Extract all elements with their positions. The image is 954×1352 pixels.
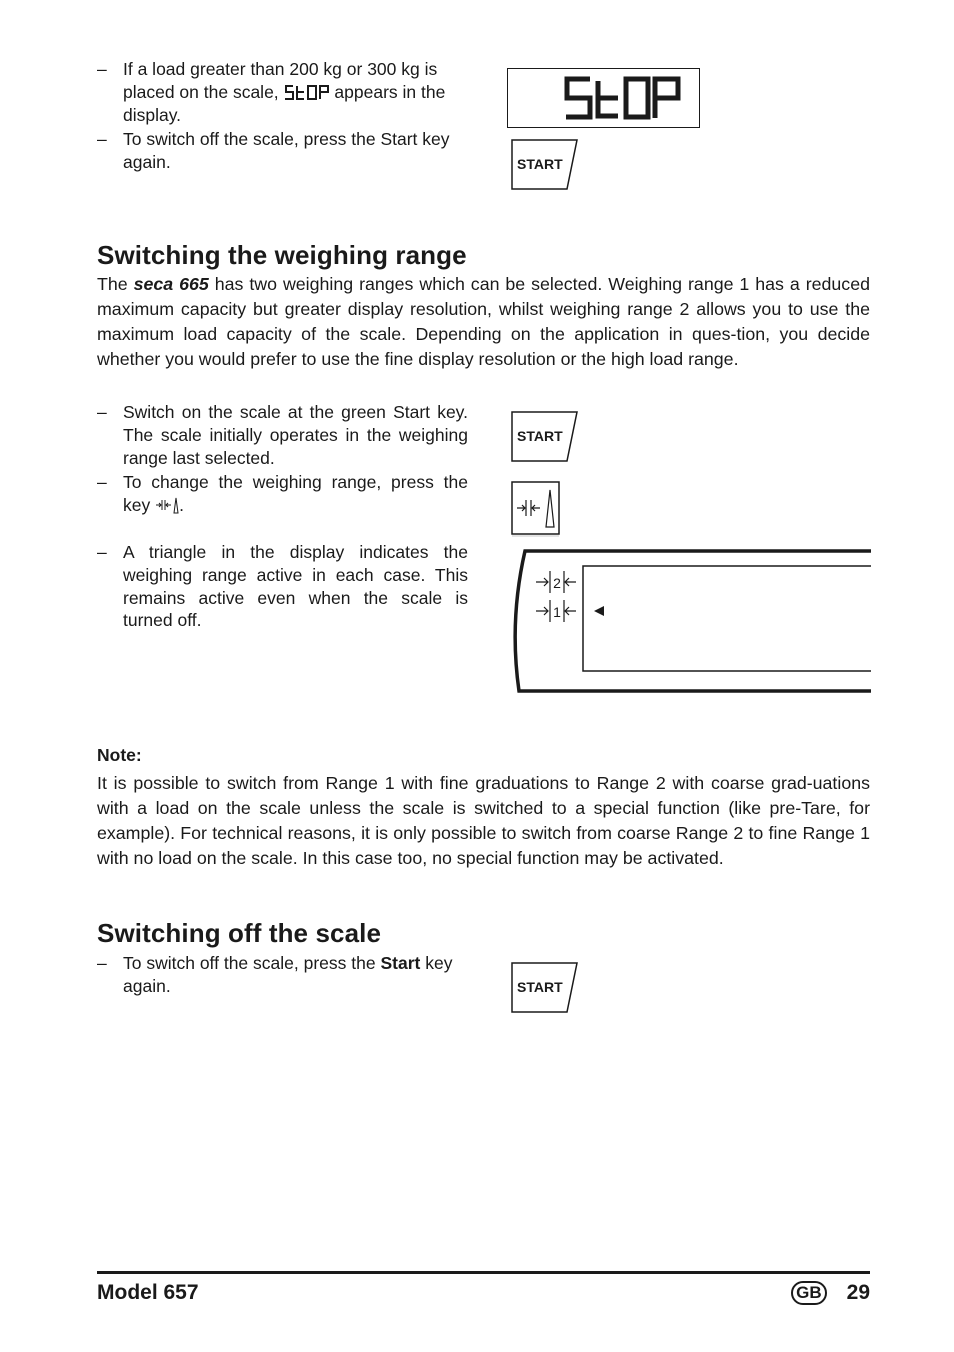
intro-model: seca 665 <box>133 274 209 294</box>
change-range-text-b: . <box>179 494 184 515</box>
range-2-label: 2 <box>553 575 561 591</box>
footer-right <box>791 1281 870 1305</box>
stop-bullet: – If a load greater than 200 kg or 300 kg is placed on the scale, appears in the display. <box>97 59 446 125</box>
page-number: 29 <box>846 1281 870 1304</box>
stop-bullet-text-b: appears in the display. <box>123 81 446 125</box>
note-heading: Note: <box>97 745 142 765</box>
stop-display-icon <box>508 69 699 127</box>
start-key-switch-off-label: START <box>517 979 563 995</box>
stop-display <box>507 68 700 128</box>
start-key-range[interactable] <box>511 411 579 463</box>
range-key[interactable] <box>511 481 561 537</box>
range-key-inline-icon <box>155 496 179 514</box>
footer-model: Model 657 <box>97 1281 199 1304</box>
range-indicator-display <box>505 547 871 695</box>
triangle-bullet: – A triangle in the display indicates the weighing range active in each case. This remains active even when the scale is turned off. <box>97 542 468 631</box>
footer-rule <box>97 1271 870 1274</box>
active-range-triangle-icon <box>594 606 604 616</box>
intro-rest: has two weighing ranges which can be selected. Weighing range 1 has a reduced maximum capacity but greater display resolution, whilst weighing range 2 allows you to use the maximum load capacity of the scale. Depending on the application in ques-tion, you decide whether you would prefer to use the fine display resolution or the high load range. <box>97 274 870 369</box>
switch-off-bullet-top-text: To switch off the scale, press the Start key again. <box>123 129 450 172</box>
switch-off-text-b: key again. <box>123 953 453 996</box>
triangle-bullet-text: A triangle in the display indicates the weighing range active in each case. This remains active even when the scale is turned off. <box>123 542 468 631</box>
start-key-range-label: START <box>517 428 563 444</box>
stop-bullet-text-a: If a load greater than 200 kg or 300 kg is placed on the scale, <box>123 59 438 102</box>
start-key-top-label: START <box>517 156 563 172</box>
switch-on-bullet: – Switch on the scale at the green Start key. The scale initially operates in the weighing range last selected. <box>97 402 468 468</box>
intro-prefix: The <box>97 274 128 294</box>
stop-inline-display-icon <box>284 84 330 101</box>
switch-on-bullet-text: Switch on the scale at the green Start key. The scale initially operates in the weighing range last selected. <box>123 402 468 468</box>
switch-off-text-a: To switch off the scale, press the <box>123 953 376 973</box>
switch-off-bullet: – To switch off the scale, press the Start key again. <box>97 953 453 996</box>
weighing-range-intro <box>97 272 870 372</box>
start-key-switch-off[interactable] <box>511 962 579 1014</box>
change-range-bullet: – To change the weighing range, press the key . <box>97 472 468 515</box>
change-range-text-a: To change the weighing range, press the key <box>123 472 468 515</box>
switch-off-text-bold: Start <box>380 953 421 973</box>
heading-weighing-range: Switching the weighing range <box>97 240 467 270</box>
language-badge: GB <box>791 1281 827 1305</box>
start-key-top[interactable] <box>511 139 579 191</box>
heading-switch-off: Switching off the scale <box>97 918 382 948</box>
note-body: It is possible to switch from Range 1 with fine graduations to Range 2 with coarse grad-uations with a load on the scale unless the scale is switched to a special function (like pre-Tare, for example). For technical reasons, it is only possible to switch from coarse Range 2 to fine Range 1 with no load on the scale. In this case too, no special function may be activated. <box>97 773 870 868</box>
range-1-label: 1 <box>553 604 561 620</box>
switch-off-bullet-top: – To switch off the scale, press the Start key again. <box>97 128 468 174</box>
